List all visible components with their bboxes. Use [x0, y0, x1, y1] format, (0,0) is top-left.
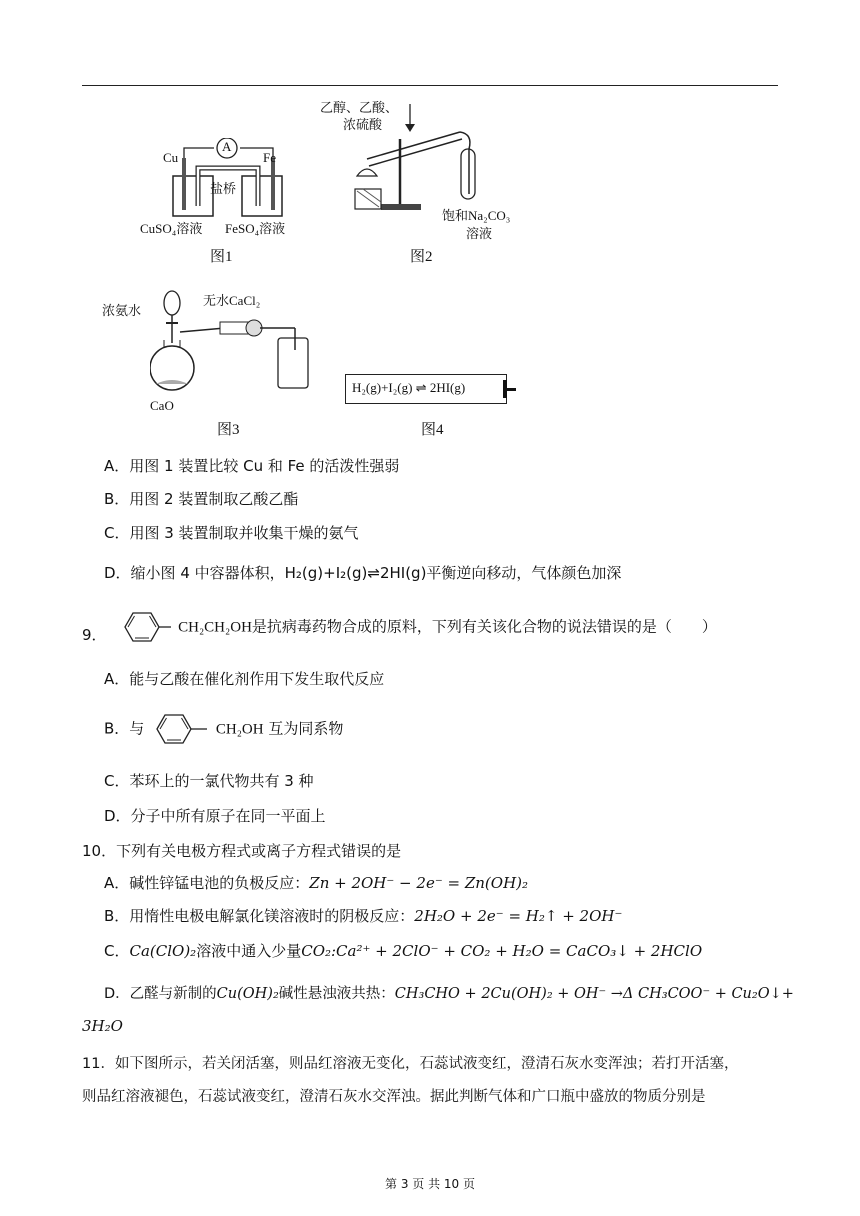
figure-3: [150, 288, 320, 400]
figure-3-drawing: [150, 288, 320, 400]
q9-option-a: A．能与乙酸在催化剂作用下发生取代反应: [104, 670, 385, 688]
figure-1-caption: 图1: [210, 249, 233, 265]
q9-number: 9．: [82, 625, 107, 644]
q10-option-c-formula: Ca(ClO)₂: [129, 942, 197, 960]
figure-3-funnel-label: 浓氨水: [102, 303, 142, 318]
q10-option-c: [104, 940, 702, 961]
q10-option-d-formula: Cu(OH)₂: [216, 986, 279, 1002]
q11-stem-line-1: 11．如下图所示，若关闭活塞，则品红溶液无变化，石蕊试液变红，澄清石灰水变浑浊；若打开活塞，: [82, 1056, 739, 1072]
figure-4-caption: 图4: [421, 422, 444, 438]
figure-4-container: [345, 374, 507, 404]
figure-2-drawing: [345, 104, 495, 214]
q9-stem-row: [82, 608, 717, 648]
q8-option-b: B．用图 2 装置制取乙酸乙酯: [104, 490, 299, 508]
figure-3-caption: 图3: [217, 422, 240, 438]
q8-option-a: A．用图 1 装置比较 Cu 和 Fe 的活泼性强弱: [104, 457, 400, 475]
q10-option-c-equation: CO₂:Ca²⁺ + 2ClO⁻ + CO₂ + H₂O = CaCO₃↓ + 2HClO: [301, 942, 703, 960]
figure-1-ammeter-label: A: [222, 139, 232, 154]
figure-2-caption: 图2: [410, 249, 433, 265]
figure-1-salt-bridge-label: 盐桥: [210, 181, 237, 196]
q10-option-d-text-1: D．乙醛与新制的: [104, 986, 217, 1002]
q10-option-a: [104, 872, 528, 893]
q10-option-d-text-2: 碱性悬浊液共热：: [278, 986, 395, 1002]
q9-option-b-suffix: 互为同系物: [268, 719, 344, 738]
q9-option-b-row: [104, 710, 343, 748]
q9-option-c: C．苯环上的一氯代物共有 3 种: [104, 772, 314, 790]
page-footer: 第 3 页 共 10 页: [385, 1177, 475, 1191]
figure-2-receiver-label-2: 溶液: [466, 226, 493, 241]
q10-option-c-prefix: C．: [104, 942, 130, 960]
figure-3-dryer-label: 无水CaCl₂: [203, 293, 261, 308]
q8-option-d: D．缩小图 4 中容器体积，H₂(g)+I₂(g)⇌2HI(g)平衡逆向移动，气体颜色加深: [104, 564, 622, 582]
figure-2-reagent-label-2: 浓硫酸: [343, 117, 383, 132]
figure-4-piston-rod: [506, 388, 516, 391]
figure-2-receiver-label-1: 饱和Na₂CO₃: [442, 208, 511, 223]
figure-2: [345, 104, 495, 214]
q10-stem: 10．下列有关电极方程式或离子方程式错误的是: [82, 842, 402, 860]
q9-stem-text: 是抗病毒药物合成的原料，下列有关该化合物的说法错误的是（ ）: [251, 617, 717, 636]
q10-option-a-text: A．碱性锌锰电池的负极反应：: [104, 874, 310, 892]
benzene-ring-icon: [149, 710, 211, 748]
q10-option-d-continuation: 3H₂O: [82, 1017, 123, 1035]
figure-1-right-electrode-label: Fe: [263, 150, 276, 165]
q8-option-c: C．用图 3 装置制取并收集干燥的氨气: [104, 524, 359, 542]
q9-option-b-prefix: B．与: [104, 719, 145, 738]
q9-option-d: D．分子中所有原子在同一平面上: [104, 807, 326, 825]
figure-1-right-solution-label: FeSO₄溶液: [225, 221, 286, 236]
q9-option-b-substituent: CH₂OH: [215, 721, 264, 738]
q10-option-d-equation: CH₃CHO + 2Cu(OH)₂ + OH⁻ →Δ CH₃COO⁻ + Cu₂O↓+: [394, 986, 794, 1002]
figure-4-equation: H₂(g)+I₂(g) ⇌ 2HI(g): [352, 380, 466, 395]
benzene-ring-icon: [111, 608, 173, 646]
q11-stem-line-2: 则品红溶液褪色，石蕊试液变红，澄清石灰水交浑浊。据此判断气体和广口瓶中盛放的物质分别是: [82, 1089, 706, 1105]
q10-option-b: [104, 905, 622, 926]
q10-option-a-equation: Zn + 2OH⁻ − 2e⁻ = Zn(OH)₂: [309, 874, 529, 892]
figure-1-left-electrode-label: Cu: [163, 150, 179, 165]
top-rule: [82, 85, 778, 86]
q10-option-b-equation: 2H₂O + 2e⁻ = H₂↑ + 2OH⁻: [414, 907, 623, 925]
q10-option-d: [104, 982, 794, 1003]
figure-1-left-solution-label: CuSO₄溶液: [140, 221, 203, 236]
q9-substituent: CH₂CH₂OH: [178, 619, 252, 636]
q10-option-c-text: 溶液中通入少量: [196, 942, 302, 960]
figure-3-flask-label: CaO: [150, 398, 174, 413]
q10-option-b-text: B．用惰性电极电解氯化镁溶液时的阴极反应：: [104, 907, 415, 925]
figure-2-reagent-label-1: 乙醇、乙酸、: [320, 100, 399, 115]
